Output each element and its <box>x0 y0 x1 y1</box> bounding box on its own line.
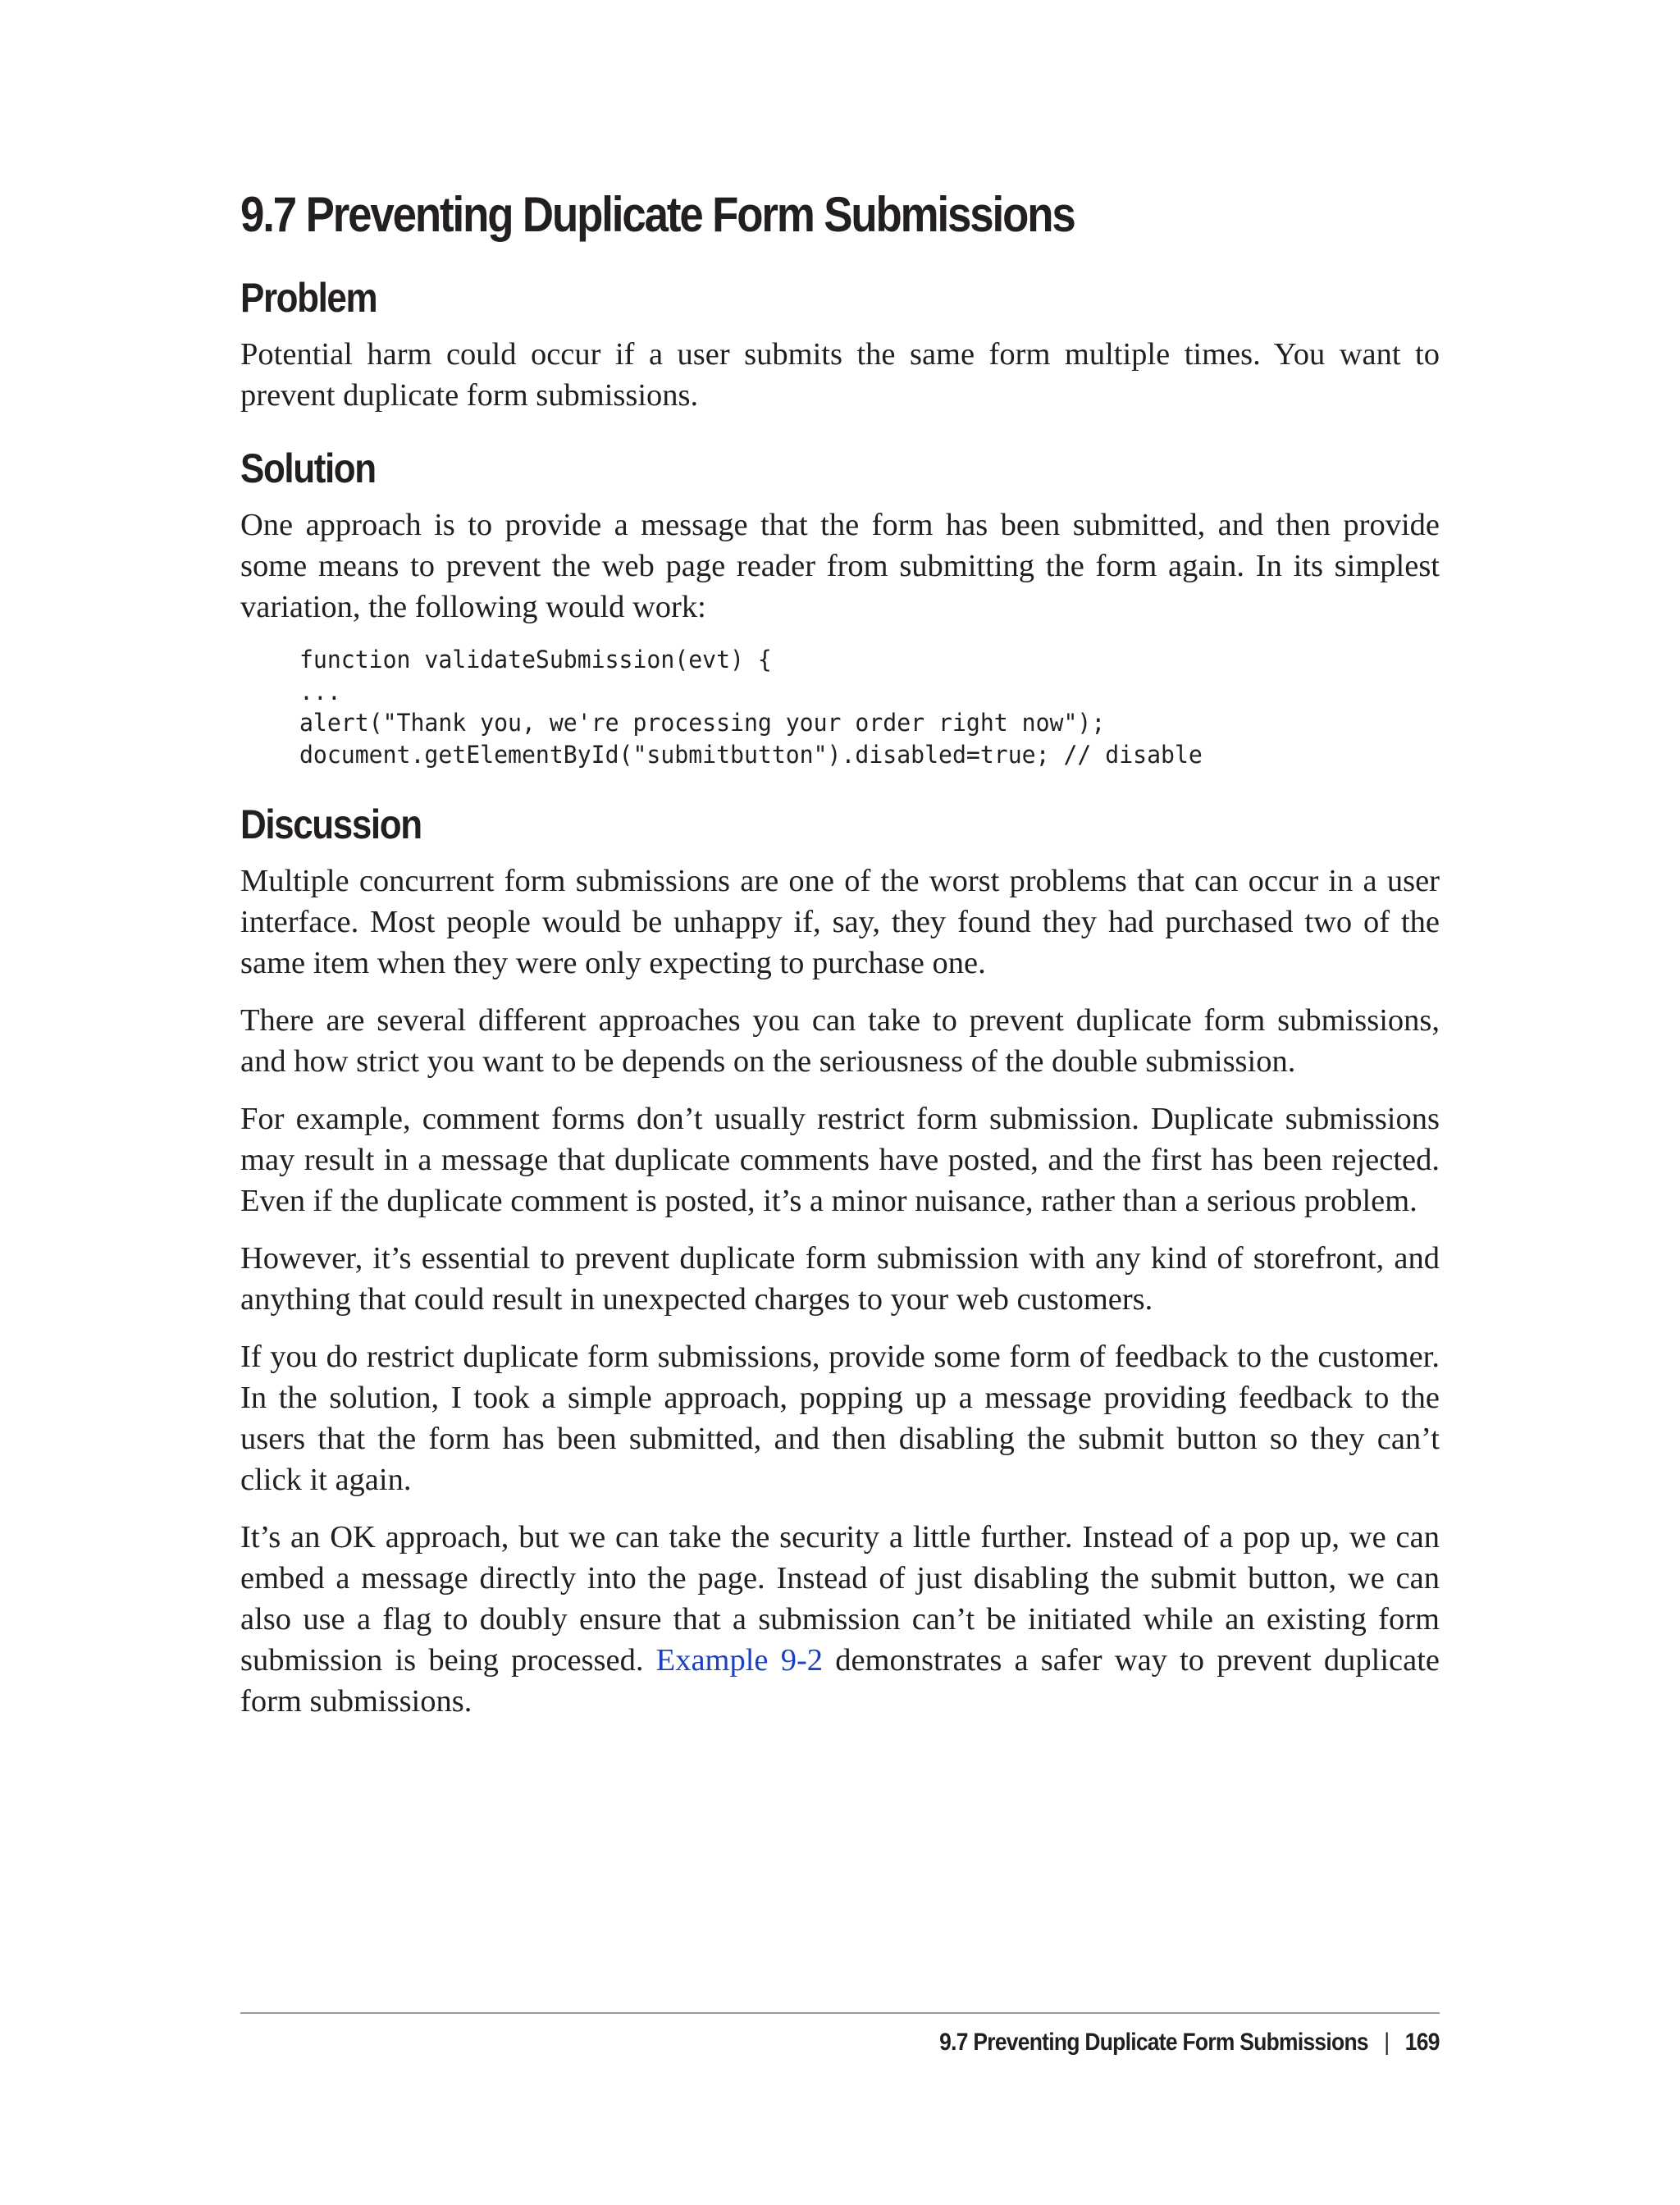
section-title: 9.7 Preventing Duplicate Form Submissions <box>240 187 1075 242</box>
code-block <box>299 644 1405 770</box>
discussion-paragraph: If you do restrict duplicate form submissions, provide some form of feedback to the customer. In the solution, I took a simple approach, popping up a message providing feedback to the users that the form has been submitted, and then disabling the submit button so they can’t click it again. <box>240 1340 1440 1497</box>
problem-heading: Problem <box>240 275 377 321</box>
discussion-paragraph: For example, comment forms don’t usually restrict form submission. Duplicate submissions may result in a message that duplicate comments have posted, and the first has been rejected. Even if the duplicate comment is posted, it’s a minor nuisance, rather than a serious problem. <box>240 1102 1440 1218</box>
code-line: ... <box>299 677 341 705</box>
code-line: function validateSubmission(evt) { <box>299 646 772 673</box>
code-line: document.getElementById("submitbutton").disabled=true; // disable <box>299 740 1203 769</box>
page-footer <box>939 2026 1440 2059</box>
solution-heading: Solution <box>240 445 376 491</box>
discussion-paragraph: There are several different approaches you can take to prevent duplicate form submissions, and how strict you want to be depends on the seriousness of the double submission. <box>240 1003 1440 1079</box>
example-9-2-link[interactable]: Example 9-2 <box>655 1643 824 1678</box>
running-title: 9.7 Preventing Duplicate Form Submissions <box>939 2029 1369 2056</box>
paragraph-text: demonstrates a safer way to prevent duplicate form submissions. <box>240 1643 1440 1719</box>
page-content <box>240 185 1440 1738</box>
discussion-heading: Discussion <box>240 801 422 847</box>
discussion-last-paragraph <box>240 1517 1440 1722</box>
discussion-paragraph: However, it’s essential to prevent duplicate form submission with any kind of storefront, and anything that could result in unexpected charges to your web customers. <box>240 1241 1440 1317</box>
code-line: alert("Thank you, we're processing your order right now"); <box>299 709 1106 737</box>
footer-rule <box>240 2012 1440 2014</box>
footer-separator: | <box>1384 2029 1390 2056</box>
solution-paragraph: One approach is to provide a message that the form has been submitted, and then provide some means to prevent the web page reader from submitting the form again. In its simplest variation, the following would work: <box>240 508 1440 624</box>
paragraph-text: It’s an OK approach, but we can take the security a little further. Instead of a pop up, we can embed a message directly into the page. Instead of just disabling the submit button, we can also use a flag to doubly ensure that a submission can’t be initiated while an existing form submission is being processed. <box>240 1520 1440 1678</box>
discussion-paragraph: Multiple concurrent form submissions are one of the worst problems that can occur in a user interface. Most people would be unhappy if, say, they found they had purchased two of the same item when they were only expecting to purchase one. <box>240 864 1440 980</box>
problem-paragraph: Potential harm could occur if a user submits the same form multiple times. You want to prevent duplicate form submissions. <box>240 337 1440 413</box>
page-number: 169 <box>1405 2029 1440 2056</box>
